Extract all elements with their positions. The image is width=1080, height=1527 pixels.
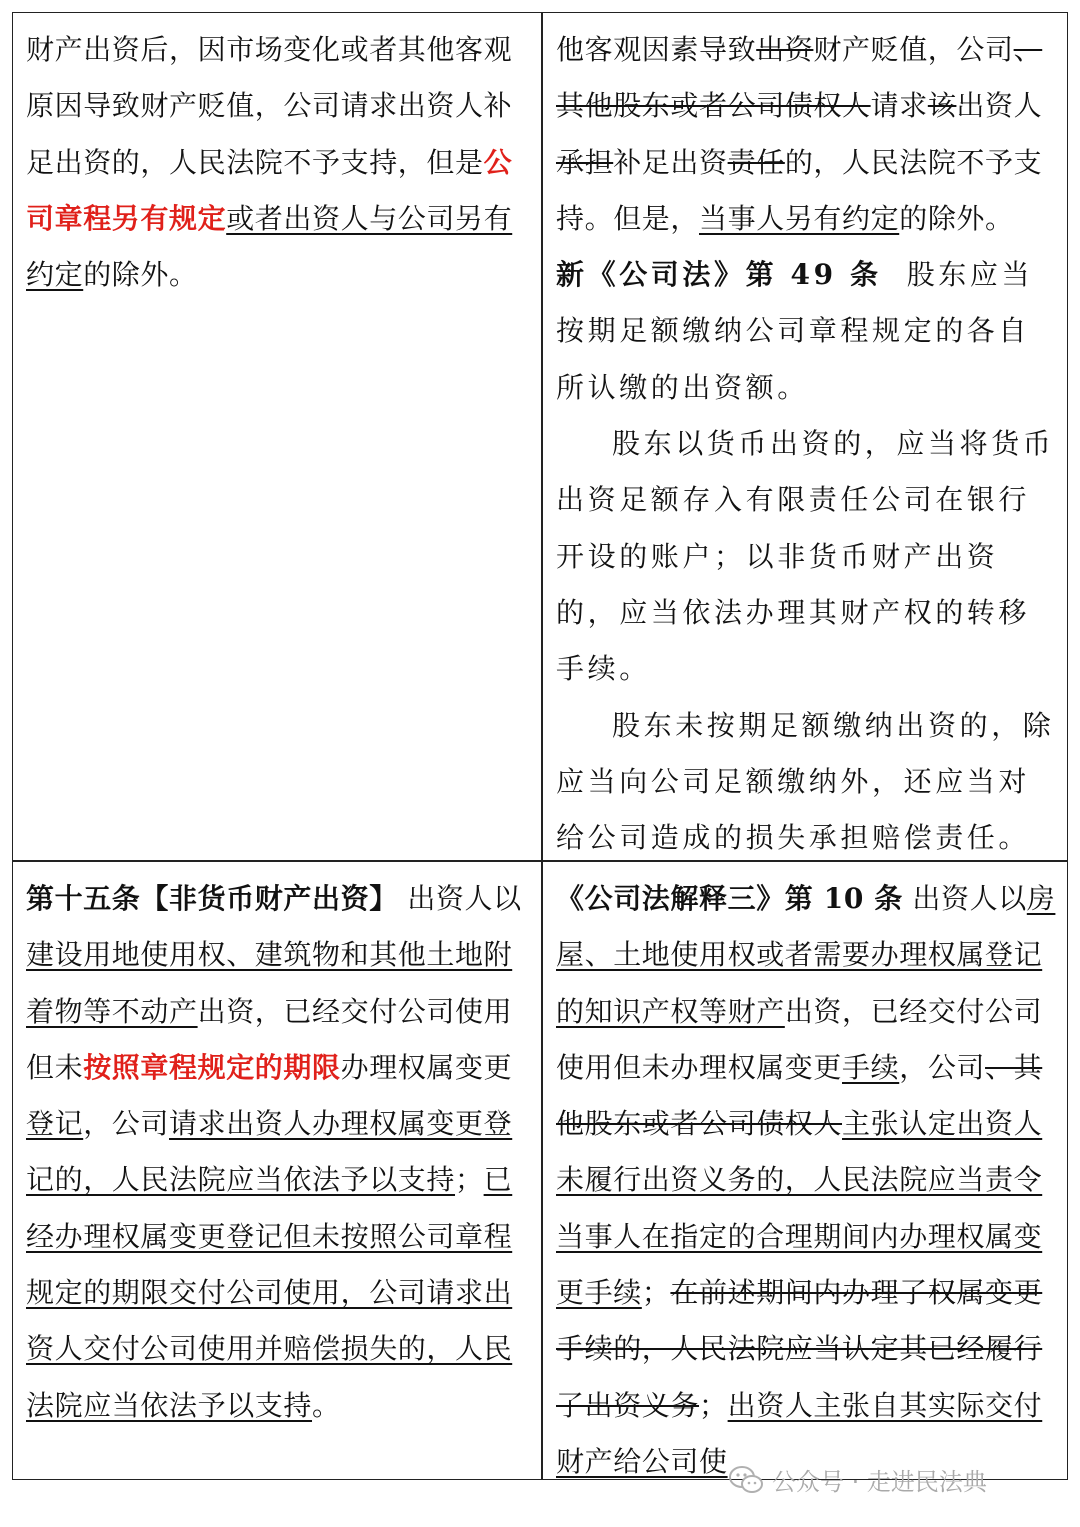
article-heading: 新《公司法》第 49 条 <box>556 258 882 292</box>
watermark-text: 公众号 · 走进民法典 <box>772 1468 987 1496</box>
underlined-text: 房屋、土地使用权或者需要办理权属登记的知识产权等财产 <box>556 882 1056 1028</box>
underlined-text: 或者出资人与公司另有约定 <box>26 201 513 292</box>
underlined-text: 已经办理权属变更登记但未按照公司章程规定的期限交付公司使用，公司请求出资人交付公司使用并赔偿损失的，人民法院应当依法予以支持 <box>26 1163 513 1422</box>
article-heading: 第十五条【非货币财产出资】 <box>26 882 398 915</box>
row1-left-cell <box>26 22 528 303</box>
strikethrough-text: 、其他股东或者公司债权人 <box>556 33 1043 123</box>
underlined-text: 登记 <box>26 1107 84 1141</box>
article-15-paragraph: 第十五条【非货币财产出资】 出资人以建设用地使用权、建筑物和其他土地附着物等不动产出资，已经交付公司使用但未按照章程规定的期限办理权属变更登记，公司请求出资人办理权属变更登记的，人民法院应当依法予以支持；已经办理权属变更登记但未按照公司章程规定的期限交付公司使用，公司请求出资人交付公司使用并赔偿损失的，人民法院应当依法予以支持。 <box>26 882 522 1422</box>
underlined-text: 建设用地使用权、建筑物和其他土地附着物等不动产 <box>26 938 513 1028</box>
strikethrough-text: 责任 <box>727 145 785 179</box>
strikethrough-text: 承担 <box>556 145 614 179</box>
watermark <box>728 1462 987 1497</box>
strikethrough-text: 该 <box>927 89 957 123</box>
column-divider <box>541 12 543 1480</box>
row2-right-cell <box>556 871 1056 1490</box>
row1-right-paragraph-1: 他客观因素导致出资财产贬值，公司、其他股东或者公司债权人请求该出资人承担补足出资责任的，人民法院不予支持。但是，当事人另有约定的除外。 <box>556 33 1043 235</box>
article-49-paragraph: 新《公司法》第 49 条 股东应当按期足额缴纳公司章程规定的各自所认缴的出资额。 <box>556 258 1034 404</box>
highlight-text: 公司章程另有规定 <box>26 145 513 235</box>
strikethrough-text: 出资 <box>756 33 814 66</box>
row2-left-cell <box>26 871 528 1434</box>
underlined-text: 请求出资人办理权属变更登记的，人民法院应当依法予以支持 <box>26 1107 513 1197</box>
article-heading: 《公司法解释三》第 10 条 <box>556 882 903 915</box>
underlined-text: 主张认定出资人未履行出资义务的，人民法院应当责令当事人在指定的合理期间内办理权属变更手续 <box>556 1107 1043 1310</box>
underlined-text: 出资人主张自其实际交付财产给公司使 <box>556 1388 1043 1478</box>
strikethrough-text: 在前述期间内办理了权属变更手续的，人民法院应当认定其已经履行了出资义务 <box>556 1276 1043 1422</box>
wechat-icon <box>728 1465 764 1495</box>
article-49-paragraph-3: 股东未按期足额缴纳出资的，除应当向公司足额缴纳外，还应当对给公司造成的损失承担赔偿责任。 <box>556 708 1055 855</box>
row1-right-cell <box>556 22 1056 866</box>
underlined-text: 当事人另有约定 <box>699 201 900 235</box>
highlight-text: 按照章程规定的期限 <box>83 1050 341 1084</box>
underlined-text: 手续 <box>842 1050 900 1084</box>
row1-left-paragraph: 财产出资后，因市场变化或者其他客观原因导致财产贬值，公司请求出资人补足出资的，人民法院不予支持，但是公司章程另有规定或者出资人与公司另有约定的除外。 <box>26 33 513 292</box>
strikethrough-text: 、其他股东或者公司债权人 <box>556 1050 1043 1141</box>
article-49-paragraph-2: 股东以货币出资的，应当将货币出资足额存入有限责任公司在银行开设的账户；以非货币财产出资的，应当依法办理其财产权的转移手续。 <box>556 427 1055 686</box>
interpretation-3-article-10-paragraph: 《公司法解释三》第 10 条 出资人以房屋、土地使用权或者需要办理权属登记的知识产权等财产出资，已经交付公司使用但未办理权属变更手续，公司、其他股东或者公司债权人主张认定出资人未履行出资义务的，人民法院应当责令当事人在指定的合理期间内办理权属变更手续；在前述期间内办理了权属变更手续的，人民法院应当认定其已经履行了出资义务；出资人主张自其实际交付财产给公司使 <box>556 882 1056 1478</box>
